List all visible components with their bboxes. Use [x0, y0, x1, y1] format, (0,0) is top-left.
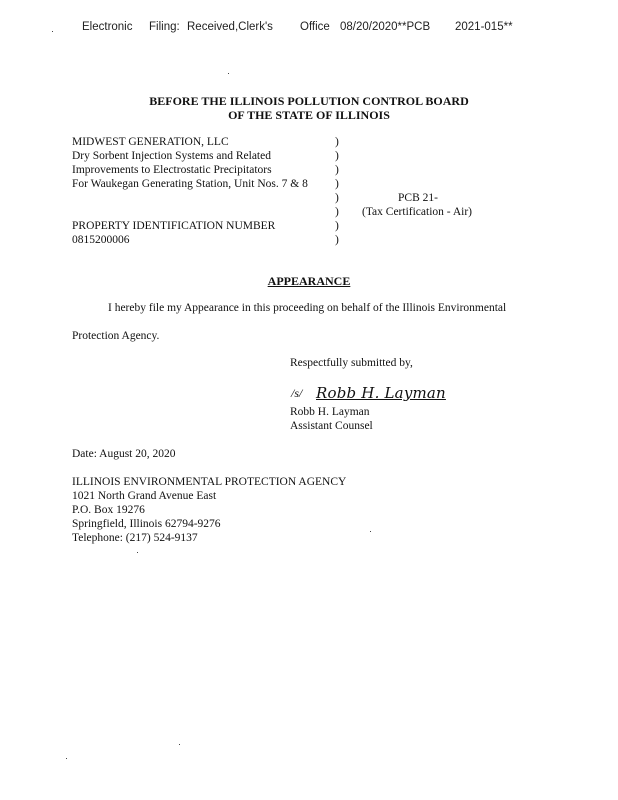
- agency-city: Springfield, Illinois 62794-9276: [72, 518, 221, 530]
- agency-name: ILLINOIS ENVIRONMENTAL PROTECTION AGENCY: [72, 476, 347, 488]
- paren: ): [335, 164, 339, 176]
- date-line: Date: August 20, 2020: [72, 448, 176, 460]
- stamp-date: 08/20/2020**PCB: [340, 21, 431, 33]
- caption-line: MIDWEST GENERATION, LLC: [72, 136, 229, 148]
- body-text-line-2: Protection Agency.: [72, 330, 160, 342]
- scan-speck: [66, 758, 67, 759]
- paren: ): [335, 136, 339, 148]
- agency-po-box: P.O. Box 19276: [72, 504, 145, 516]
- closing: Respectfully submitted by,: [290, 357, 413, 369]
- signature-slash: /s/: [291, 386, 303, 400]
- caption-line: Dry Sorbent Injection Systems and Related: [72, 150, 271, 162]
- body-text-line-1: I hereby file my Appearance in this proceeding on behalf of the Illinois Environmental: [108, 302, 507, 314]
- caption-line: PROPERTY IDENTIFICATION NUMBER: [72, 220, 276, 232]
- stamp-docket: 2021-015**: [455, 21, 513, 33]
- agency-phone: Telephone: (217) 524-9137: [72, 532, 198, 544]
- paren: ): [335, 178, 339, 190]
- paren: ): [335, 234, 339, 246]
- case-number: PCB 21-: [398, 192, 438, 204]
- scan-speck: [52, 31, 53, 32]
- signer-title: Assistant Counsel: [290, 420, 373, 432]
- paren: ): [335, 206, 339, 218]
- paren: ): [335, 192, 339, 204]
- stamp-received: Received,Clerk's: [187, 21, 273, 33]
- paren: ): [335, 220, 339, 232]
- signer-name: Robb H. Layman: [290, 406, 370, 418]
- scan-speck: [228, 73, 229, 74]
- agency-street: 1021 North Grand Avenue East: [72, 490, 217, 502]
- scan-speck: [370, 531, 371, 532]
- caption-line: 0815200006: [72, 234, 130, 246]
- scan-speck: [137, 552, 138, 553]
- case-type: (Tax Certification - Air): [362, 206, 473, 218]
- scan-speck: [179, 744, 180, 745]
- stamp-filing: Filing:: [149, 21, 180, 33]
- heading-line-2: OF THE STATE OF ILLINOIS: [228, 108, 390, 122]
- signature-script: Robb H. Layman: [316, 384, 446, 402]
- paren: ): [335, 150, 339, 162]
- caption-line: Improvements to Electrostatic Precipitators: [72, 164, 272, 176]
- stamp-electronic: Electronic: [82, 21, 133, 33]
- heading-line-1: BEFORE THE ILLINOIS POLLUTION CONTROL BOARD: [149, 94, 469, 108]
- stamp-office: Office: [300, 21, 330, 33]
- document-title: APPEARANCE: [267, 274, 351, 288]
- caption-line: For Waukegan Generating Station, Unit Nos. 7 & 8: [72, 178, 308, 190]
